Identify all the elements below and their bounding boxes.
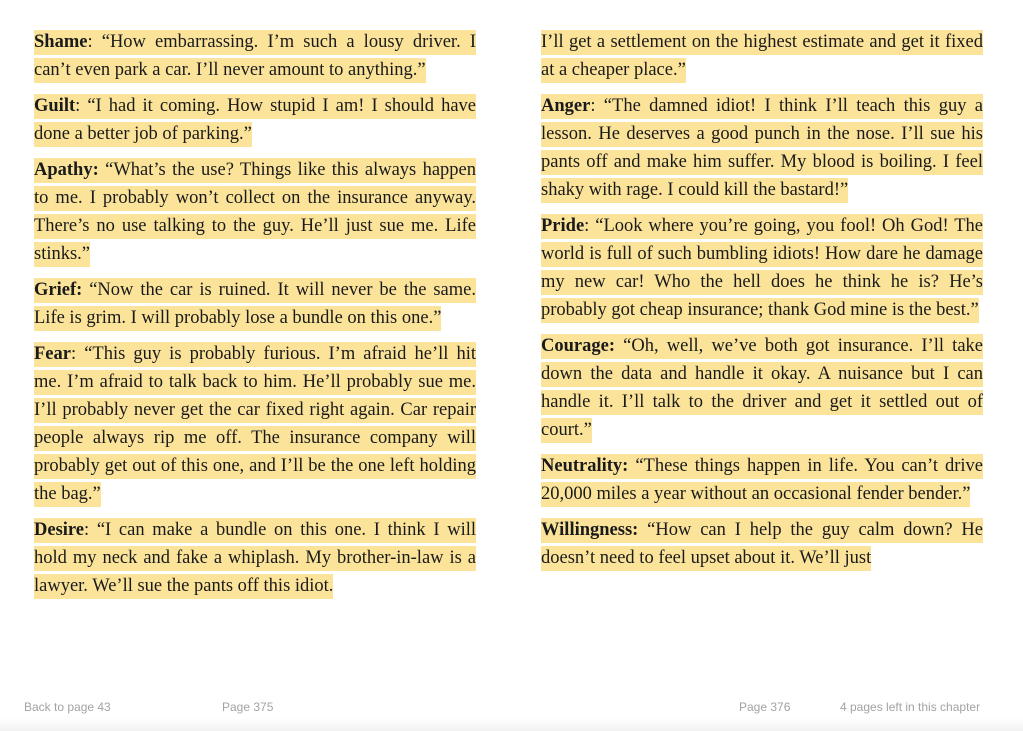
bottom-edge-shadow	[0, 718, 1023, 731]
paragraph-text: “How can I help the guy calm down? He doesn’t need to feel upset about it. We’ll just	[541, 520, 983, 568]
term-label: Fear	[34, 344, 71, 364]
paragraph-text: “What’s the use? Things like this always happen to me. I probably won’t collect on the insurance anyway. There’s no use talking to the guy. He’ll just sue me. Life stinks.”	[34, 160, 476, 264]
paragraph-text: “The damned idiot! I think I’ll teach this guy a lesson. He deserves a good punch in the nose. I’ll sue his pants off and make him suffer. My blood is boiling. I feel shaky with rage. I could kill the bastard!”	[541, 96, 983, 200]
paragraph-desire	[34, 516, 476, 600]
highlight-courage[interactable]	[541, 334, 983, 443]
highlight-guilt[interactable]	[34, 94, 476, 147]
paragraph-text: “This guy is probably furious. I’m afraid he’ll hit me. I’m afraid to talk back to him. He’ll probably sue me. I’ll probably never get the car fixed right again. Car repair people always rip me off. The insurance company will probably get out of this one, and I’ll be the one left holding the bag.”	[34, 344, 476, 504]
left-page-column	[34, 28, 476, 608]
highlight-anger[interactable]	[541, 94, 983, 203]
paragraph-willingness	[541, 516, 983, 572]
term-separator: :	[87, 32, 93, 52]
paragraph-guilt	[34, 92, 476, 148]
paragraph-text: “How embarrassing. I’m such a lousy driver. I can’t even park a car. I’ll never amount to anything.”	[34, 32, 476, 80]
paragraph-text: “Oh, well, we’ve both got insurance. I’ll take down the data and handle it okay. A nuisance but I can handle it. I’ll talk to the driver and get it settled out of court.”	[541, 336, 983, 440]
term-label: Grief:	[34, 280, 83, 300]
paragraph-pride	[541, 212, 983, 324]
highlight-neutrality[interactable]	[541, 454, 983, 507]
highlight-apathy[interactable]	[34, 158, 476, 267]
paragraph-text: “I had it coming. How stupid I am! I should have done a better job of parking.”	[34, 96, 476, 144]
term-label: Anger	[541, 96, 591, 116]
highlight-willingness[interactable]	[541, 518, 983, 571]
term-separator: :	[75, 96, 81, 116]
highlight-grief[interactable]	[34, 278, 476, 331]
term-label: Neutrality:	[541, 456, 629, 476]
page-number-right: Page 376	[739, 700, 791, 714]
term-separator: :	[584, 216, 590, 236]
paragraph-courage	[541, 332, 983, 444]
paragraph-text: “Now the car is ruined. It will never be the same. Life is grim. I will probably lose a bundle on this one.”	[34, 280, 476, 328]
highlight-shame[interactable]	[34, 30, 476, 83]
paragraph-neutrality	[541, 452, 983, 508]
term-label: Courage:	[541, 336, 615, 356]
term-label: Guilt	[34, 96, 76, 116]
paragraph-text: I’ll get a settlement on the highest estimate and get it fixed at a cheaper place.”	[541, 32, 983, 80]
term-label: Desire	[34, 520, 84, 540]
highlight-pride[interactable]	[541, 214, 983, 323]
paragraph-apathy	[34, 156, 476, 268]
highlight-continuation[interactable]	[541, 30, 983, 83]
term-label: Apathy:	[34, 160, 99, 180]
term-label: Shame	[34, 32, 88, 52]
paragraph-grief	[34, 276, 476, 332]
paragraph-fear	[34, 340, 476, 508]
paragraph-shame	[34, 28, 476, 84]
term-separator: :	[590, 96, 596, 116]
paragraph-text: “Look where you’re going, you fool! Oh God! The world is full of such bumbling idiots! How dare he damage my new car! Who the hell does he think he is? He’s probably got cheap insurance; thank God mine is the best.”	[541, 216, 983, 320]
term-label: Willingness:	[541, 520, 639, 540]
highlight-desire[interactable]	[34, 518, 476, 599]
paragraph-text: “I can make a bundle on this one. I think I will hold my neck and fake a whiplash. My brother-in-law is a lawyer. We’ll sue the pants off this idiot.	[34, 520, 476, 596]
back-to-page-link[interactable]: Back to page 43	[24, 700, 111, 714]
page-number-left: Page 375	[222, 700, 274, 714]
pages-left-in-chapter: 4 pages left in this chapter	[840, 700, 981, 714]
term-label: Pride	[541, 216, 585, 236]
highlight-fear[interactable]	[34, 342, 476, 507]
paragraph-anger	[541, 92, 983, 204]
right-page-column	[541, 28, 983, 580]
paragraph-text: “These things happen in life. You can’t drive 20,000 miles a year without an occasional fender bender.”	[541, 456, 983, 504]
term-separator: :	[84, 520, 90, 540]
term-separator: :	[70, 344, 77, 364]
paragraph-continuation	[541, 28, 983, 84]
